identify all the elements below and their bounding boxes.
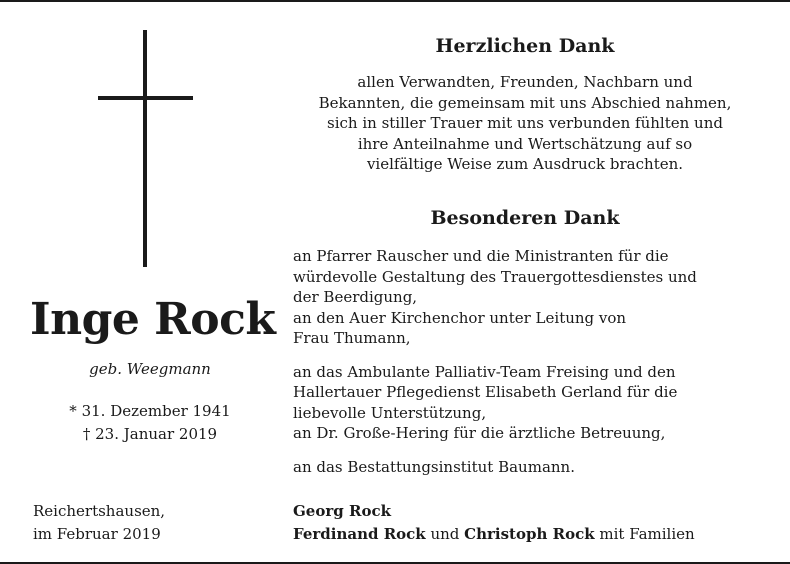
signatories (293, 500, 695, 546)
date: im Februar 2019 (33, 525, 161, 543)
death-date: † 23. Januar 2019 (82, 425, 218, 443)
signatory-christoph: Christoph Rock (464, 525, 595, 543)
special-line: an das Ambulante Palliativ-Team Freising und den (293, 362, 676, 381)
special-line: an den Auer Kirchenchor unter Leitung von (293, 308, 627, 327)
signatory-georg: Georg Rock (293, 502, 391, 520)
special-thanks-text (293, 246, 773, 477)
deceased-name: Inge Rock (30, 294, 276, 345)
birth-name: geb. Weegmann (89, 360, 211, 378)
special-line: Hallertauer Pflegedienst Elisabeth Gerland für die (293, 383, 678, 401)
thanks-line: sich in stiller Trauer mit uns verbunden fühlten und (327, 114, 723, 132)
thanks-line: Bekannten, die gemeinsam mit uns Abschied nahmen, (318, 93, 732, 112)
special-line: an Dr. Große-Hering für die ärztliche Betreuung, (293, 424, 666, 442)
place: Reichertshausen, (33, 502, 166, 520)
thanks-line: allen Verwandten, Freunden, Nachbarn und (357, 73, 693, 91)
special-thanks-heading: Besonderen Dank (430, 207, 620, 229)
cross-horizontal-bar (98, 96, 193, 100)
special-line: würdevolle Gestaltung des Trauergottesdienstes und (293, 267, 697, 286)
life-dates (30, 400, 270, 446)
place-and-date (33, 500, 165, 546)
birth-date: * 31. Dezember 1941 (69, 402, 231, 420)
special-line: liebevolle Unterstützung, (293, 403, 487, 422)
cross-vertical-bar (143, 30, 147, 267)
thanks-line: ihre Anteilnahme und Wertschätzung auf so (357, 134, 693, 153)
special-line: an das Bestattungsinstitut Baumann. (293, 457, 575, 476)
thanks-line: vielfältige Weise zum Ausdruck brachten. (366, 155, 684, 173)
signatory-suffix: mit Familien (594, 525, 695, 543)
special-line: der Beerdigung, (293, 288, 418, 306)
paragraph-gap (293, 444, 773, 457)
thanks-heading: Herzlichen Dank (435, 35, 615, 57)
special-line: an Pfarrer Rauscher und die Ministranten für die (293, 247, 669, 265)
thanks-text (280, 72, 770, 175)
signatory-line-2 (293, 523, 695, 546)
signatory-ferdinand: Ferdinand Rock (293, 525, 426, 543)
special-line: Frau Thumann, (293, 329, 411, 347)
signatory-conjunction: und (425, 525, 465, 543)
paragraph-gap (293, 349, 773, 362)
